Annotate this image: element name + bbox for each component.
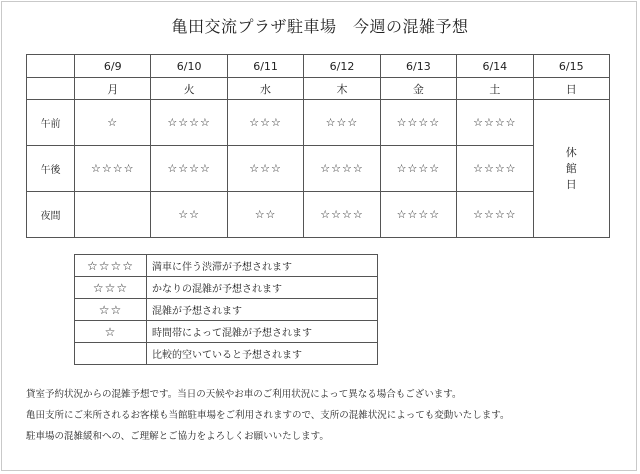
star-rating-cell: ☆ bbox=[75, 100, 151, 146]
date-row bbox=[27, 55, 610, 78]
star-rating-cell: ☆☆☆ bbox=[227, 146, 303, 192]
weekday-header: 火 bbox=[151, 78, 227, 100]
legend-stars: ☆☆ bbox=[75, 299, 147, 321]
weekday-header: 金 bbox=[380, 78, 456, 100]
legend-description: 混雑が予想されます bbox=[147, 299, 378, 321]
legend-row bbox=[75, 277, 378, 299]
morning-row bbox=[27, 100, 610, 146]
legend-stars: ☆☆☆ bbox=[75, 277, 147, 299]
legend-description: 比較的空いていると予想されます bbox=[147, 343, 378, 365]
weekday-header: 木 bbox=[304, 78, 380, 100]
star-rating-cell: ☆☆☆☆ bbox=[304, 192, 380, 238]
note-line: 駐車場の混雑緩和への、ご理解とご協力をよろしくお願いいたします。 bbox=[26, 431, 329, 442]
date-header: 6/11 bbox=[227, 55, 303, 78]
closed-day-cell bbox=[533, 100, 609, 238]
closed-char: 休 bbox=[565, 145, 577, 159]
star-rating-cell bbox=[75, 192, 151, 238]
time-slot-label: 夜間 bbox=[27, 192, 75, 238]
legend-stars: ☆ bbox=[75, 321, 147, 343]
legend-row bbox=[75, 321, 378, 343]
legend-stars bbox=[75, 343, 147, 365]
legend-row bbox=[75, 299, 378, 321]
date-header: 6/13 bbox=[380, 55, 456, 78]
star-rating-cell: ☆☆☆☆ bbox=[457, 100, 533, 146]
congestion-forecast-table bbox=[26, 54, 610, 238]
date-header: 6/10 bbox=[151, 55, 227, 78]
star-rating-cell: ☆☆ bbox=[151, 192, 227, 238]
star-rating-cell: ☆☆☆☆ bbox=[304, 146, 380, 192]
legend-description: かなりの混雑が予想されます bbox=[147, 277, 378, 299]
night-row bbox=[27, 192, 610, 238]
legend-description: 時間帯によって混雑が予想されます bbox=[147, 321, 378, 343]
legend-row bbox=[75, 255, 378, 277]
closed-char: 日 bbox=[565, 177, 577, 191]
note-line: 貸室予約状況からの混雑予想です。当日の天候やお車のご利用状況によって異なる場合もございます。 bbox=[26, 389, 462, 400]
legend-stars: ☆☆☆☆ bbox=[75, 255, 147, 277]
star-rating-cell: ☆☆☆☆ bbox=[151, 100, 227, 146]
notes-section bbox=[26, 384, 626, 447]
weekday-row bbox=[27, 78, 610, 100]
time-slot-label: 午前 bbox=[27, 100, 75, 146]
legend-description: 満車に伴う渋滞が予想されます bbox=[147, 255, 378, 277]
star-rating-cell: ☆☆ bbox=[227, 192, 303, 238]
star-rating-cell: ☆☆☆☆ bbox=[380, 100, 456, 146]
legend-row bbox=[75, 343, 378, 365]
afternoon-row bbox=[27, 146, 610, 192]
corner-cell bbox=[27, 55, 75, 78]
date-header: 6/9 bbox=[75, 55, 151, 78]
star-rating-cell: ☆☆☆☆ bbox=[380, 146, 456, 192]
corner-cell bbox=[27, 78, 75, 100]
weekday-header: 月 bbox=[75, 78, 151, 100]
weekday-header: 日 bbox=[533, 78, 609, 100]
date-header: 6/12 bbox=[304, 55, 380, 78]
weekday-header: 土 bbox=[457, 78, 533, 100]
star-rating-cell: ☆☆☆☆ bbox=[457, 192, 533, 238]
time-slot-label: 午後 bbox=[27, 146, 75, 192]
star-rating-cell: ☆☆☆ bbox=[304, 100, 380, 146]
weekday-header: 水 bbox=[227, 78, 303, 100]
page-title: 亀田交流プラザ駐車場 今週の混雑予想 bbox=[171, 17, 469, 36]
date-header: 6/14 bbox=[457, 55, 533, 78]
star-rating-cell: ☆☆☆ bbox=[227, 100, 303, 146]
date-header: 6/15 bbox=[533, 55, 609, 78]
note-line: 亀田支所にご来所されるお客様も当館駐車場をご利用されますので、支所の混雑状況によっても変動いたします。 bbox=[26, 410, 510, 421]
star-rating-cell: ☆☆☆☆ bbox=[75, 146, 151, 192]
star-rating-cell: ☆☆☆☆ bbox=[151, 146, 227, 192]
legend-table bbox=[74, 254, 378, 365]
star-rating-cell: ☆☆☆☆ bbox=[380, 192, 456, 238]
closed-char: 館 bbox=[565, 161, 577, 175]
star-rating-cell: ☆☆☆☆ bbox=[457, 146, 533, 192]
